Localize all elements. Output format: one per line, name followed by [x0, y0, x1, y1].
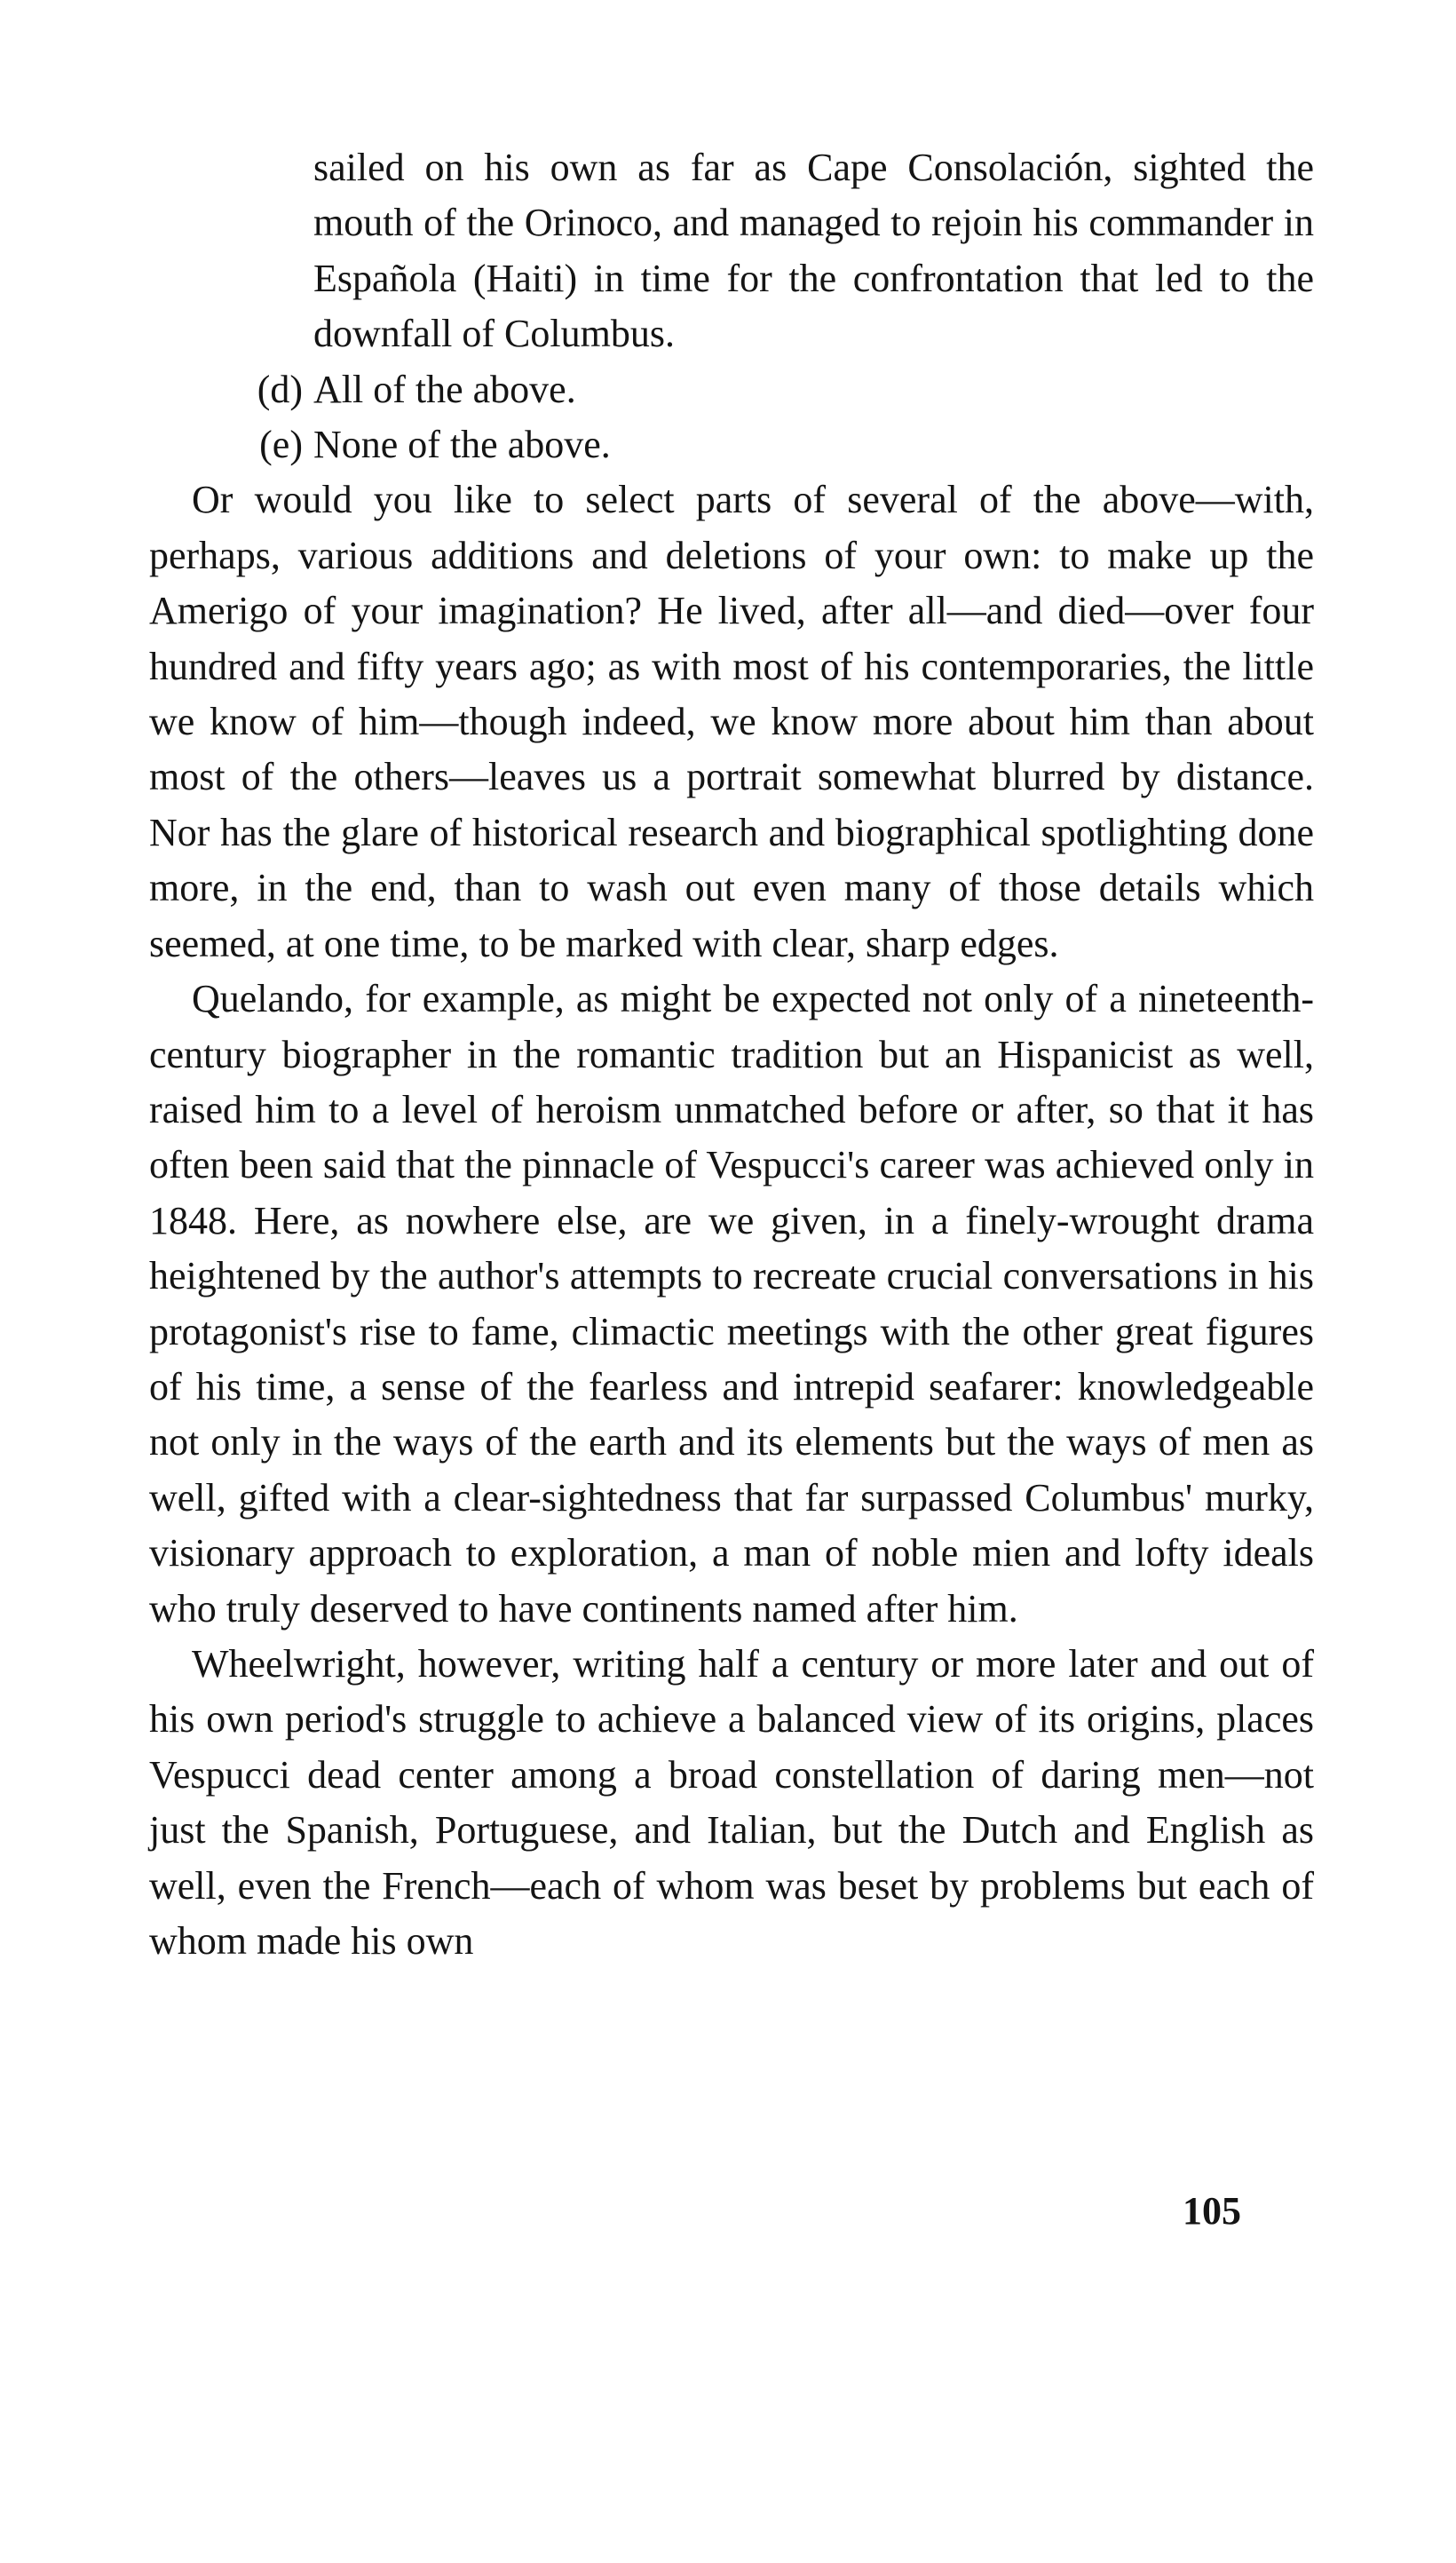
- body-text: [149, 140, 1314, 1969]
- continued-list-item-text: sailed on his own as far as Cape Consolación, sighted the mouth of the Orinoco, and managed to rejoin his commander in Española (Haiti) in time for the confrontation that led to the downfall of Columbus.: [313, 146, 1314, 356]
- option-d: [149, 362, 1314, 417]
- paragraph-amerigo-imagination: Or would you like to select parts of several of the above—with, perhaps, various additions and deletions of your own: to make up the Amerigo of your imagination? He lived, after all—and died—over four hundred and fifty years ago; as with most of his contemporaries, the little we know of him—though indeed, we know more about him than about most of the others—leaves us a portrait somewhat blurred by distance. Nor has the glare of historical research and biographical spotlighting done more, in the end, than to wash out even many of those details which seemed, at one time, to be marked with clear, sharp edges.: [149, 478, 1314, 965]
- paragraph-wheelwright: Wheelwright, however, writing half a century or more later and out of his own period's struggle to achieve a balanced view of its origins, places Vespucci dead center among a broad constellation of daring men—not just the Spanish, Portuguese, and Italian, but the Dutch and English as well, even the French—each of whom was beset by problems but each of whom made his own: [149, 1641, 1314, 1963]
- option-e-marker: (e): [259, 423, 303, 467]
- option-e-text: None of the above.: [313, 423, 611, 467]
- option-d-marker: (d): [257, 367, 303, 411]
- option-e: [149, 417, 1314, 472]
- option-d-text: All of the above.: [313, 367, 576, 411]
- paragraph-quelando: Quelando, for example, as might be expected not only of a nineteenth-century biographer in the romantic tradition but an Hispanicist as well, raised him to a level of heroism unmatched before or after, so that it has often been said that the pinnacle of Vespucci's career was achieved only in 1848. Here, as nowhere else, are we given, in a finely-wrought drama heightened by the author's attempts to recreate crucial conversations in his protagonist's rise to fame, climactic meetings with the other great figures of his time, a sense of the fearless and intrepid seafarer: knowledgeable not only in the ways of the earth and its elements but the ways of men as well, gifted with a clear-sightedness that far surpassed Columbus' murky, visionary approach to exploration, a man of noble mien and lofty ideals who truly deserved to have continents named after him.: [149, 977, 1314, 1631]
- page-number: 105: [1183, 2189, 1241, 2233]
